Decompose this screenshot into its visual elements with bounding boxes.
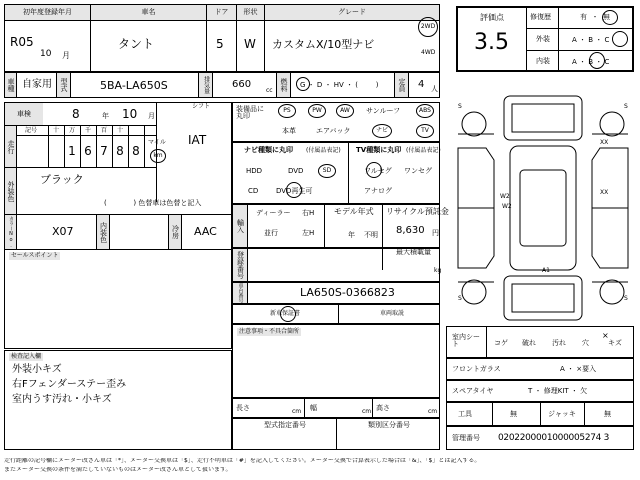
footer-line-2: またメーター交換の条件を満たしていないものはメーター改ざん車として扱います。 [4,467,232,473]
import-parallel: 並行 [264,229,278,237]
km-circle [150,149,166,163]
spare-tire-value: T ・ 修理KIT ・ 欠 [528,387,588,395]
import-label: 輸入 [233,205,247,247]
new-warranty-circle [280,306,296,322]
footer-line-1: 走行距離の記号欄にメーター改ざん車は「*」、メーター交換車は「$」、走行不明車は「#」を記入してください。メーター交換で合算表示した場合は「&」、「$」とは記入する。 [4,458,481,464]
ps-label: PS [283,107,291,114]
inspection-label: 車検 [5,103,43,125]
type-value: 5BA-LA650S [100,79,168,92]
shift-label: シフト [192,103,211,110]
jack-label: ジャッキ [548,410,576,418]
nav-type-note: (付属品表記) [306,147,341,154]
grade-label: グレード [265,5,439,20]
interior-b-circle [589,52,605,69]
tv-circle [416,124,434,138]
doors-label: ドア [207,5,236,20]
class-number-label: 類別区分番号 [368,421,410,429]
unit-2: 千 [84,127,91,134]
type-label: 型式 [57,73,70,97]
width-cm: cm [362,408,372,415]
color-no-value: X07 [52,225,74,238]
airbag-label: エアバック [316,127,351,135]
shape-label: 形状 [237,5,264,20]
exterior-color-label: 外装色 [5,168,16,214]
spare-tire-label: スペアタイヤ [452,387,494,395]
sales-point-box [4,249,232,349]
digit-0: 1 [68,144,76,158]
digit-2: 7 [100,144,108,158]
exterior-color-note: ( ) 色替車は色替と記入 [104,199,202,207]
fuel-label: 燃料 [277,73,290,97]
first-reg-label: 初年度登録年月 [5,5,90,20]
inspection-year-unit: 年 [102,112,109,120]
recycle-value: 8,630 [396,225,425,236]
width-label: 幅 [310,404,317,412]
aw-circle [336,104,354,118]
navi-label: ナビ [375,127,388,134]
ac-value: AAC [194,225,217,238]
type-number-label: 型式指定番号 [264,421,306,429]
abs-label: ABS [419,107,431,114]
ac-label: 冷房 [169,215,181,249]
interior-grades: A ・ B ・ C [572,58,610,66]
inspector-line-2: 室内うす汚れ・小キズ [12,394,112,405]
seat-opt-0: コゲ [494,339,508,347]
digit-3: 8 [116,144,124,158]
leather-label: 本革 [282,127,296,135]
reg-month: 10 [40,49,52,59]
tv-analog: アナログ [364,187,392,195]
management-value: 0202200001000005274 3 [498,433,610,443]
model-year-label: モデル年式 [334,207,374,216]
nav-hdd: HDD [246,167,263,175]
sales-point-label: セールスポイント [11,252,59,259]
notes-label: 注意事項・不具合箇所 [239,328,300,335]
sunroof-label: サンルーフ [366,107,401,115]
management-label: 管理番号 [452,434,480,442]
max-load-label: 最大積載量 [396,248,431,256]
height-cm: cm [428,408,438,415]
category-value: 自家用 [22,79,52,90]
tools-value: 無 [510,410,517,418]
mark-w2-a: W2 [500,193,510,200]
seats-label: 室内シート [452,333,480,348]
import-dealer: ディーラー [256,209,291,217]
reg-month-unit: 月 [62,51,70,60]
equipment-label: 装備品に丸印 [236,105,264,120]
recycle-label: リサイクル預託金 [386,207,449,216]
model-label: 車名 [91,5,206,20]
unit-4: 十 [116,127,123,134]
nav-sd: SD [322,167,332,174]
fuel-options: G ・ D ・ HV ・ ( ) [300,81,379,89]
repair-label: 修復歴 [530,13,551,21]
displacement-value: 660 [232,79,252,90]
max-load-kg: kg [434,267,442,274]
pw-circle [308,104,326,118]
repair-none-circle [602,10,618,25]
mark-xx-a: XX [600,139,609,146]
capacity-value: 4 [418,79,425,90]
inspector-line-0: 外装小キズ [12,364,62,375]
mileage-label: 走行 [5,126,16,167]
exterior-grades: A ・ B ・ C [572,36,610,44]
seat-opt-4: キズ [608,339,622,347]
unit-3: 百 [100,127,107,134]
import-right: 右H [302,209,315,217]
twowd-circle [418,17,438,37]
seat-opt-3: 穴 [582,339,589,347]
seat-opt-1: 破れ [522,339,536,347]
repair-options: 有 ・ 無 [580,13,610,21]
model-year-unit: 年 [348,231,355,239]
shift-value: IAT [188,133,207,147]
mile-label: マイル [148,139,166,146]
seat-opt-2: 汚れ [552,339,566,347]
fourwd-label: 4WD [421,49,436,56]
displacement-label: 排気量 [199,73,212,97]
shape-value: W [244,37,256,51]
nav-dvd-play: DVD再生可 [276,187,313,195]
digit-1: 6 [84,144,92,158]
new-warranty-label: 新車保証書 [270,310,301,317]
exterior-grade-label: 外装 [536,35,550,43]
nav-dvd-play-circle [286,182,302,198]
tools-label: 工具 [458,410,472,418]
registration-label: 登録番号 [233,249,247,281]
front-glass-value: A ・ ×要入 [560,365,597,373]
mark-a1: A1 [542,267,550,274]
fuel-selected-circle [296,77,310,91]
model-name: タント [118,37,155,51]
height-label: 高さ [376,404,390,412]
mark-s-bl: S [458,295,462,302]
category-label: 車種 [5,73,16,97]
rating-value: 3.5 [474,30,509,55]
jack-value: 無 [604,410,611,418]
nav-sd-circle [318,164,336,178]
grade-value: カスタムX/10型ナビ [272,38,375,51]
unit-1: 万 [68,127,75,134]
reg-year: R05 [10,35,34,49]
twowd-label: 2WD [420,23,436,30]
tv-fullseg: フルセグ [364,167,392,175]
tv-type-label: TV種類に丸印 [356,146,402,154]
front-glass-label: フロントガラス [452,365,501,373]
aw-label: AW [340,107,350,114]
ps-circle [278,104,296,118]
nav-dvd: DVD [288,167,304,175]
chassis-value: LA650S-0366823 [300,286,395,299]
tv-oneseg: ワンセグ [404,167,432,175]
inspection-month: 10 [122,107,138,121]
manual-label: 車両取説 [380,310,405,317]
car-diagram [448,90,638,326]
person-unit: 人 [431,85,438,93]
inspection-year: 8 [72,107,80,121]
inspector-label: 検査記入欄 [11,353,42,360]
length-cm: cm [292,408,302,415]
mark-s-tr: S [624,103,628,110]
interior-color-label: 内装色 [97,215,109,249]
seat-mark: × [602,331,609,340]
color-no-label: カラーNo. [5,215,16,249]
inspector-line-1: 右Fフェンダーステー歪み [12,379,127,390]
digit-4: 8 [132,144,140,158]
navi-circle [372,124,392,138]
exterior-c-circle [612,31,628,47]
mark-s-br: S [624,295,628,302]
inspection-month-unit: 月 [148,112,155,120]
tv-label: TV [421,127,429,134]
capacity-label: 定員 [395,73,408,97]
model-year-unknown: 不明 [364,231,378,239]
tv-type-note: (付属品表記) [406,147,441,154]
mileage-digit-header: 記号 [25,127,38,134]
nav-type-label: ナビ種類に丸印 [244,146,293,154]
unit-0: 十 [52,127,59,134]
nav-cd: CD [248,187,259,195]
tv-fullseg-circle [366,162,382,178]
mark-w2-b: W2 [502,203,512,210]
import-left: 左H [302,229,315,237]
doors-value: 5 [216,37,224,51]
chassis-label: 車台番号 [233,283,247,303]
recycle-yen: 円 [432,229,439,237]
cc-unit: cc [266,87,273,94]
pw-label: PW [312,107,322,114]
length-label: 長さ [236,404,250,412]
rating-label: 評価点 [480,13,504,22]
mark-xx-b: XX [600,189,609,196]
mark-s-tl: S [458,103,462,110]
interior-grade-label: 内装 [536,57,550,65]
abs-circle [416,104,434,118]
km-label: km [153,152,163,159]
exterior-color-value: ブラック [40,173,84,186]
